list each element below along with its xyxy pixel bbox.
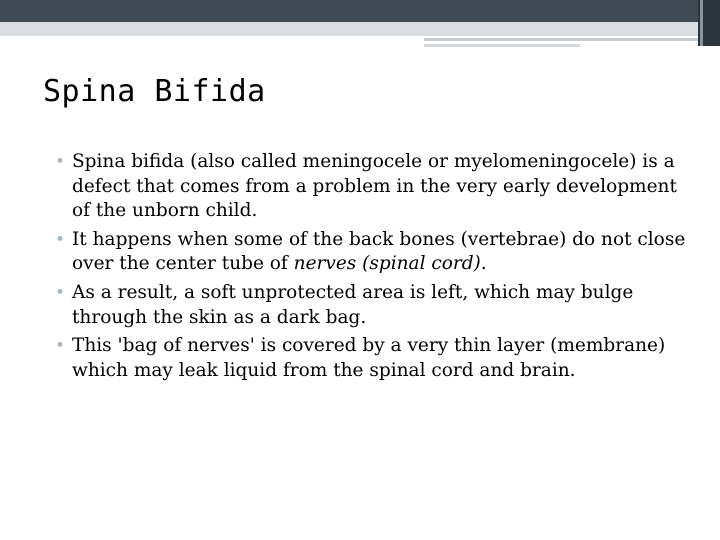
bullet-text: As a result, a soft unprotected area is left, which may bulge through the skin as a dark bag. — [72, 281, 634, 328]
bullet-icon: • — [55, 229, 66, 250]
accent-line — [424, 44, 580, 47]
accent-strip — [0, 22, 698, 36]
bullet-text: This 'bag of nerves' is covered by a very thin layer (membrane) which may leak liquid from the spinal cord and brain. — [72, 335, 666, 381]
bullet-icon: • — [55, 152, 66, 172]
bullet-item — [52, 334, 692, 383]
header-bar — [0, 0, 720, 22]
bullet-text-italic: nerves (spinal cord) — [293, 253, 481, 275]
bullet-item — [52, 228, 692, 277]
bullet-text — [72, 229, 685, 275]
bullet-icon: • — [55, 282, 66, 303]
header-corner-divider — [700, 0, 703, 46]
bullet-item — [52, 150, 692, 224]
bullet-text-part: . — [480, 253, 487, 275]
bullet-item — [52, 281, 692, 330]
slide-title: Spina Bifida — [43, 74, 266, 109]
bullet-icon: • — [55, 336, 66, 357]
bullet-list — [52, 150, 692, 387]
bullet-text-part: It happens when some of the back bones (vertebrae) do not close over the center tube of — [72, 228, 686, 275]
accent-line — [424, 38, 698, 41]
bullet-text: Spina bifida (also called meningocele or myelomeningocele) is a defect that comes from a problem in the very early development of the unborn child. — [72, 151, 677, 222]
